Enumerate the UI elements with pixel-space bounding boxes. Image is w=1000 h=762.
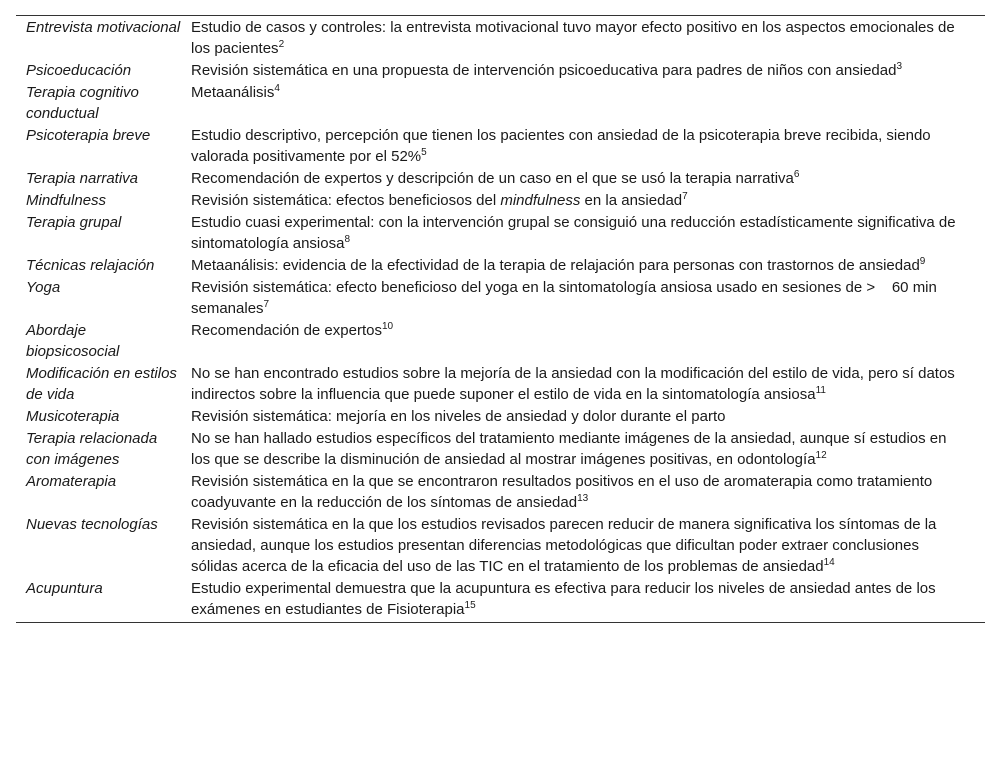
evidence-description-cell [191,471,985,514]
therapy-name-cell: Acupuntura [26,580,103,597]
reference-superscript: 5 [421,147,427,158]
evidence-description-cell [191,255,985,277]
reference-superscript: 7 [682,191,688,202]
evidence-description-cell [191,514,985,578]
therapy-name-cell: Terapia relacionada con imágenes [26,430,158,468]
table-row [16,168,985,190]
evidence-description-cell [191,212,985,255]
evidence-description-cell [191,363,985,406]
therapy-name-cell: Mindfulness [26,192,107,209]
description-text: No se han hallado estudios específicos del tratamiento mediante imágenes de la ansiedad, aunque sí estudios en los que se describe la disminución de ansiedad al mostrar imágenes positivas, en odontología [191,430,947,468]
reference-superscript: 15 [464,600,476,611]
reference-superscript: 14 [823,557,835,568]
evidence-description-cell [191,16,985,61]
therapy-name-cell: Psicoterapia breve [26,127,151,144]
therapy-name-cell: Terapia narrativa [26,170,139,187]
description-text: Estudio de casos y controles: la entrevista motivacional tuvo mayor efecto positivo en los aspectos emocionales de los pacientes [191,19,955,57]
therapy-name-cell: Musicoterapia [26,408,120,425]
table-row [16,406,985,428]
reference-superscript: 10 [381,321,394,332]
reference-superscript: 2 [278,39,285,50]
description-text: No se han encontrado estudios sobre la mejoría de la ansiedad con la modificación del estilo de vida, pero sí datos indirectos sobre la influencia que puede suponer el estilo de vida en la sintomatología ansiosa [191,365,955,403]
table-row [16,320,985,363]
description-text: Revisión sistemática: efectos beneficiosos del [191,192,501,209]
table-row [16,471,985,514]
therapy-name-cell: Nuevas tecnologías [26,516,158,533]
table-row [16,16,985,61]
evidence-description-cell [191,428,985,471]
reference-superscript: 9 [919,256,926,267]
table-row [16,514,985,578]
reference-superscript: 12 [815,450,827,461]
evidence-description-cell [191,168,985,190]
evidence-description-cell [191,190,985,212]
description-text: Revisión sistemática: efecto beneficioso del yoga en la sintomatología ansiosa usado en sesiones de > 60 min semanales [191,279,937,317]
therapy-name-cell: Psicoeducación [26,62,132,79]
description-text: Recomendación de expertos y descripción de un caso en el que se usó la terapia narrativa [191,170,794,187]
therapy-name-cell: Técnicas relajación [26,257,155,274]
evidence-description-cell [191,82,985,125]
description-text: Revisión sistemática en una propuesta de intervención psicoeducativa para padres de niños con ansiedad [191,62,897,79]
table-row [16,60,985,82]
reference-superscript: 7 [263,299,270,310]
therapy-name-cell: Aromaterapia [26,473,117,490]
reference-superscript: 3 [896,61,903,72]
table-row [16,255,985,277]
description-text: en la ansiedad [580,192,683,209]
table-row [16,190,985,212]
table-body [16,16,985,623]
table-row [16,428,985,471]
table-row [16,212,985,255]
evidence-description-cell [191,578,985,623]
therapy-name-cell: Terapia cognitivo conductual [26,84,139,122]
description-text: Metaanálisis [191,84,275,101]
table-row [16,125,985,168]
evidence-description-cell [191,277,985,320]
table-row [16,363,985,406]
description-text: Estudio cuasi experimental: con la intervención grupal se consiguió una reducción estadísticamente significativa de sintomatología ansiosa [191,214,956,252]
description-text: Recomendación de expertos [191,322,382,339]
table-row [16,82,985,125]
reference-superscript: 13 [577,493,589,504]
description-text: Revisión sistemática en la que los estudios revisados parecen reducir de manera significativa los síntomas de la ansiedad, aunque los estudios presentan diferencias metodológicas que dificultan poder extraer conclusiones sólidas acerca de la eficacia del uso de las TIC en el tratamiento de los problemas de ansiedad [191,516,937,575]
therapy-name-cell: Yoga [26,279,61,296]
description-text: Estudio descriptivo, percepción que tienen los pacientes con ansiedad de la psicoterapia breve recibida, siendo valorada positivamente por el 52% [191,127,931,165]
evidence-description-cell [191,406,985,428]
table-row [16,277,985,320]
description-text: Revisión sistemática en la que se encontraron resultados positivos en el uso de aromaterapia como tratamiento coadyuvante en la reducción de los síntomas de ansiedad [191,473,933,511]
therapy-name-cell: Modificación en estilos de vida [26,365,177,403]
italic-term: mindfulness [500,192,581,209]
reference-superscript: 8 [344,234,350,245]
reference-superscript: 6 [793,169,800,180]
table-row [16,578,985,623]
evidence-table [16,15,985,623]
description-text: Estudio experimental demuestra que la acupuntura es efectiva para reducir los niveles de ansiedad antes de los exámenes en estudiantes de Fisioterapia [191,580,936,618]
evidence-description-cell [191,125,985,168]
description-text: Revisión sistemática: mejoría en los niveles de ansiedad y dolor durante el parto [191,408,726,425]
evidence-table-container [16,15,985,623]
description-text: Metaanálisis: evidencia de la efectividad de la terapia de relajación para personas con trastornos de ansiedad [191,257,920,274]
therapy-name-cell: Abordaje biopsicosocial [26,322,120,360]
evidence-description-cell [191,60,985,82]
reference-superscript: 4 [274,83,280,94]
therapy-name-cell: Entrevista motivacional [26,19,181,36]
reference-superscript: 11 [815,385,826,396]
therapy-name-cell: Terapia grupal [26,214,122,231]
evidence-description-cell [191,320,985,363]
